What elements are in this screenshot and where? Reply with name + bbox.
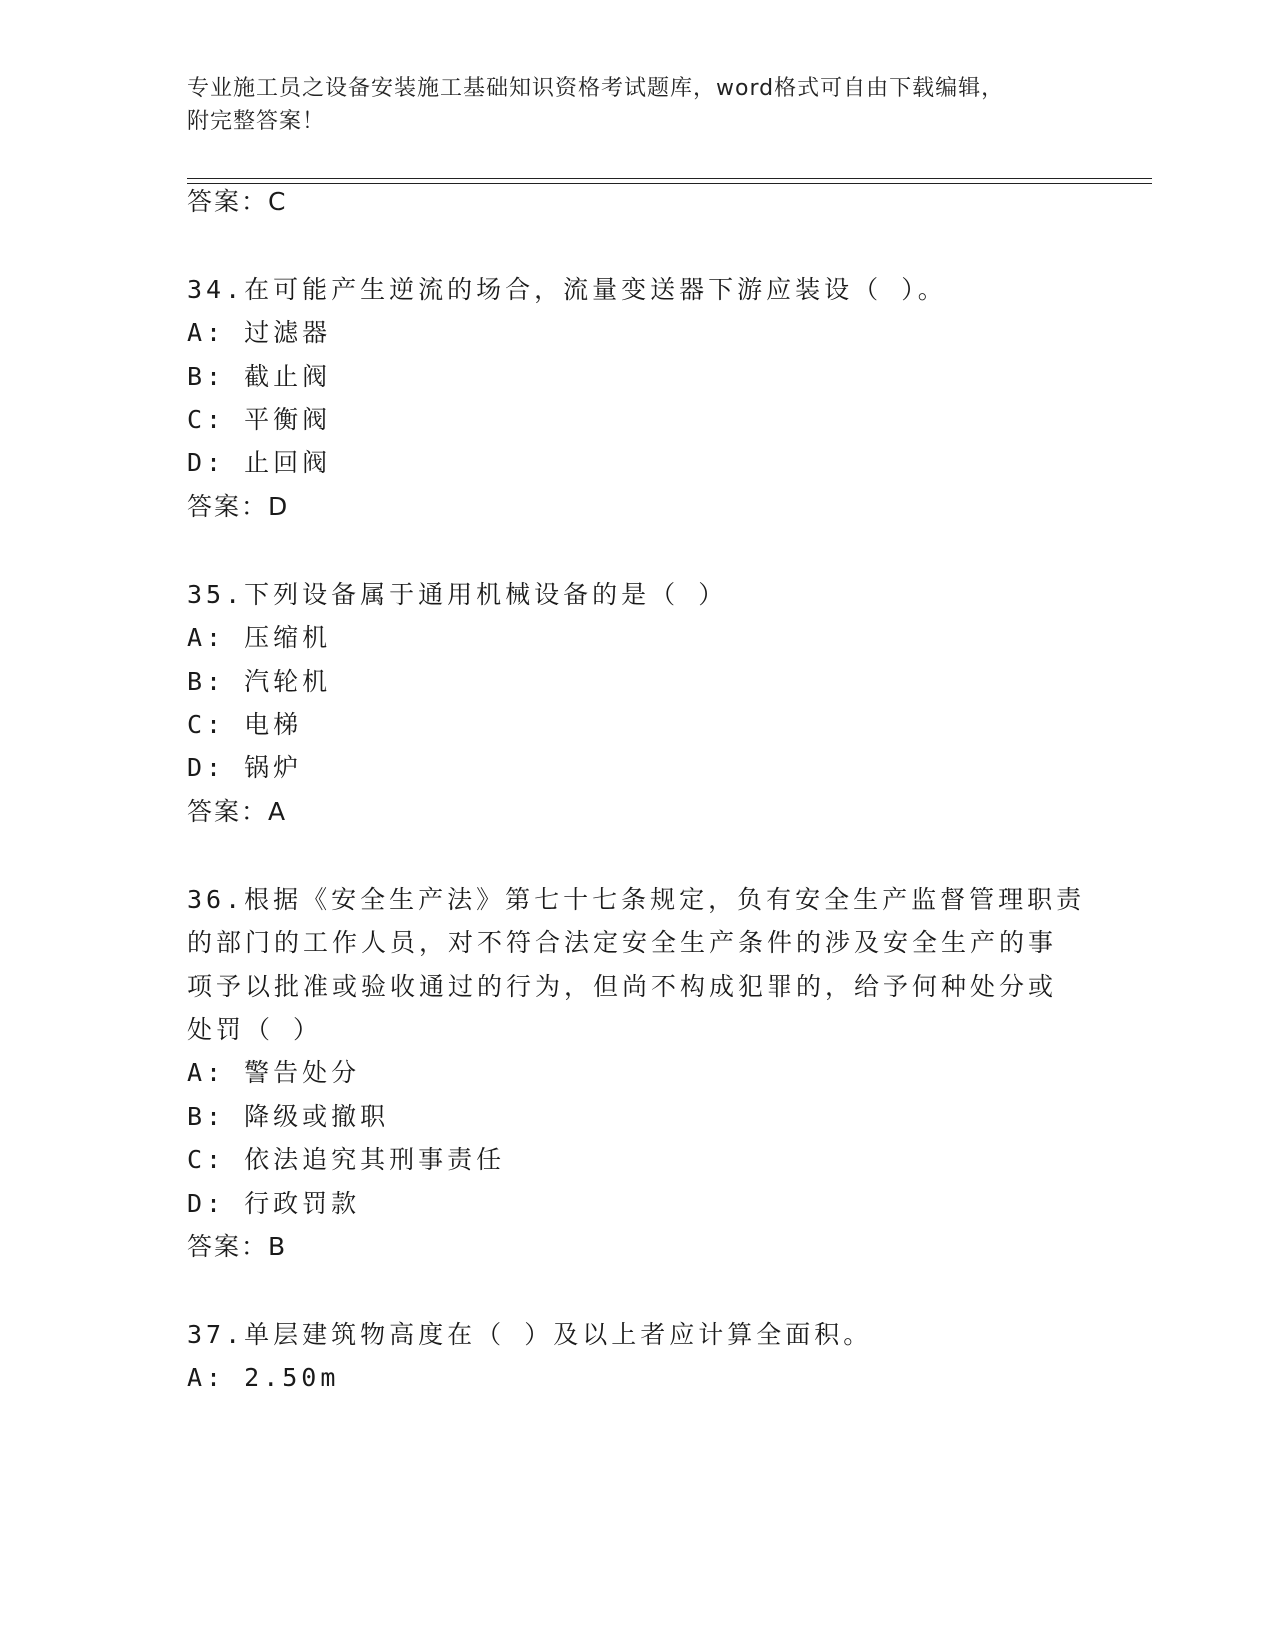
question-36-stem-line-2: 的部门的工作人员，对不符合法定安全生产条件的涉及安全生产的事 [187,928,1058,957]
question-36-stem-line-3: 项予以批准或验收通过的行为，但尚不构成犯罪的，给予何种处分或 [187,972,1058,1001]
answer-label: 答案： [187,797,269,826]
question-36-option-c: C: 依法追究其刑事责任 [187,1145,506,1174]
question-36-stem-line-1: 36.根据《安全生产法》第七十七条规定，负有安全生产监督管理职责 [187,885,1086,914]
question-35-option-d: D: 锅炉 [187,753,303,782]
question-35-option-b: B: 汽轮机 [187,667,332,696]
answer-value: D [268,492,289,521]
answer-value: B [268,1232,287,1261]
header-divider-top [187,178,1152,179]
header-line-1: 专业施工员之设备安装施工基础知识资格考试题库，word格式可自由下载编辑， [187,76,1005,101]
question-34-option-c: C: 平衡阀 [187,405,332,434]
header-divider-bottom [187,183,1152,184]
answer-value: A [268,797,287,826]
answer-value: C [268,187,287,216]
question-35-stem: 35.下列设备属于通用机械设备的是（ ） [187,580,728,609]
question-37-stem: 37.单层建筑物高度在（ ）及以上者应计算全面积。 [187,1320,873,1349]
question-36-stem-line-4: 处罚（ ） [187,1015,323,1044]
answer-33 [187,187,286,217]
question-35-option-c: C: 电梯 [187,710,303,739]
answer-34 [187,492,288,522]
question-34-option-a: A: 过滤器 [187,318,332,347]
answer-label: 答案： [187,492,269,521]
answer-35 [187,797,286,827]
question-36-option-a: A: 警告处分 [187,1058,361,1087]
question-36-option-b: B: 降级或撤职 [187,1102,390,1131]
question-36-option-d: D: 行政罚款 [187,1189,361,1218]
question-34-stem: 34.在可能产生逆流的场合，流量变送器下游应装设（ ）。 [187,275,947,304]
question-34-option-d: D: 止回阀 [187,448,332,477]
answer-36 [187,1232,286,1262]
question-35-option-a: A: 压缩机 [187,623,332,652]
answer-label: 答案： [187,187,269,216]
question-37-option-a: A: 2.50m [187,1363,340,1392]
header-line-2: 附完整答案！ [187,109,326,134]
question-34-option-b: B: 截止阀 [187,362,332,391]
document-header [187,72,1077,138]
answer-label: 答案： [187,1232,269,1261]
